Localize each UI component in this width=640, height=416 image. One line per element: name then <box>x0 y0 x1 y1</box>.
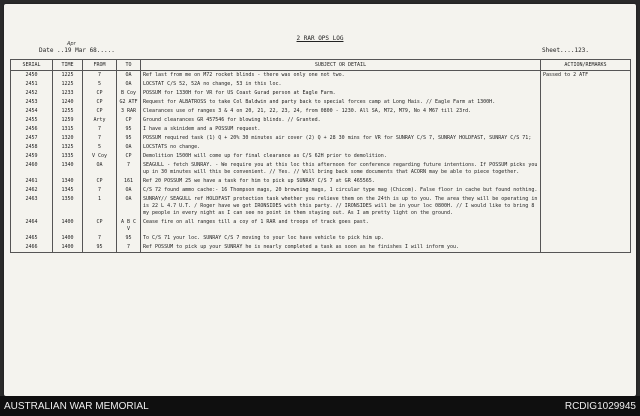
table-row <box>11 89 631 98</box>
log-cell-from: 7 <box>83 71 117 81</box>
log-cell-action <box>541 134 631 143</box>
log-cell-serial: 2462 <box>11 186 53 195</box>
log-cell-detail: LOCSTATS no change. <box>141 143 541 152</box>
table-row <box>11 218 631 234</box>
log-cell-time: 1345 <box>53 186 83 195</box>
log-cell-serial: 2465 <box>11 234 53 243</box>
log-cell-time: 1340 <box>53 177 83 186</box>
log-cell-action <box>541 195 631 218</box>
sheet-number: Sheet....123. <box>542 47 589 54</box>
table-row <box>11 243 631 253</box>
log-cell-action <box>541 107 631 116</box>
table-row <box>11 195 631 218</box>
log-cell-detail: Ref last from me on M72 rocket blinds - there was only one not two. <box>141 71 541 81</box>
log-cell-serial: 2457 <box>11 134 53 143</box>
log-cell-to: 95 <box>117 125 141 134</box>
log-cell-to: G2 ATF <box>117 98 141 107</box>
table-row <box>11 134 631 143</box>
log-cell-time: 1225 <box>53 71 83 81</box>
log-cell-action: Passed to 2 ATF <box>541 71 631 81</box>
log-cell-serial: 2463 <box>11 195 53 218</box>
log-cell-from: 7 <box>83 134 117 143</box>
log-cell-action <box>541 80 631 89</box>
table-row <box>11 125 631 134</box>
log-cell-from: CP <box>83 89 117 98</box>
log-cell-from: 5 <box>83 80 117 89</box>
column-header-time: TIME <box>53 60 83 71</box>
log-cell-detail: Clearances use of ranges 3 & 4 on 20, 21, 22, 23, 24, from 0800 - 1230. All SA, M72, M79, No 4 M67 till 23rd. <box>141 107 541 116</box>
log-cell-detail: Ref POSSUM to pick up your SUNRAY he is nearly completed a task as soon as he finishes I will inform you. <box>141 243 541 253</box>
table-row <box>11 80 631 89</box>
log-cell-action <box>541 143 631 152</box>
log-cell-from: 7 <box>83 186 117 195</box>
log-cell-time: 1400 <box>53 234 83 243</box>
log-sheet <box>4 4 636 396</box>
log-cell-time: 1240 <box>53 98 83 107</box>
log-cell-action <box>541 116 631 125</box>
log-cell-to: 95 <box>117 234 141 243</box>
log-cell-detail: SEAGULL - fetch SUNRAY. - We require you at this loc this afternoon for conference regarding future intentions. If POSSUM picks you up in 30 minutes will this be convenient. // Yes. // Will bring back some documents that ACORN may be able to piece together. <box>141 161 541 177</box>
log-cell-action <box>541 243 631 253</box>
table-header-row <box>11 60 631 71</box>
log-cell-serial: 2452 <box>11 89 53 98</box>
log-cell-from: CP <box>83 177 117 186</box>
date-label: Date ..19 Mar 68..... <box>39 47 115 54</box>
log-cell-from: 7 <box>83 125 117 134</box>
table-row <box>11 116 631 125</box>
log-cell-detail: SUNRAY// SEAGULL ref HOLDFAST protection task whether you relieve them on the 24th is up to you. The area they will be operating in is 22 L 4.7 U.T. / Roger have we got IRONSIDES with this party. // IRONSIDES will be in your loc 0800H. // I would like to bring 8 my people in every night as I can see no point in them staying out. As I am pretty light on the ground. <box>141 195 541 218</box>
log-cell-detail: I have a skinidem and a POSSUM request. <box>141 125 541 134</box>
log-cell-to: CP <box>117 116 141 125</box>
log-cell-to: OA <box>117 80 141 89</box>
log-cell-serial: 2450 <box>11 71 53 81</box>
log-cell-action <box>541 186 631 195</box>
log-cell-action <box>541 218 631 234</box>
log-cell-detail: LOCSTAT C/S 52, 52A no change, 53 in this loc. <box>141 80 541 89</box>
log-cell-detail: C/S 72 found ammo cache:- 16 Thompson mags, 20 browning mags, 1 circular type mag (Chicom). False floor in cache but found nothing. <box>141 186 541 195</box>
log-cell-to: A B C V <box>117 218 141 234</box>
log-cell-action <box>541 89 631 98</box>
log-cell-to: B Coy <box>117 89 141 98</box>
log-cell-action <box>541 125 631 134</box>
log-cell-from: 95 <box>83 243 117 253</box>
table-row <box>11 234 631 243</box>
log-cell-from: Arty <box>83 116 117 125</box>
log-cell-detail: To C/S 71 your loc. SUNRAY C/S 7 moving to your loc have vehicle to pick him up. <box>141 234 541 243</box>
log-cell-time: 1325 <box>53 143 83 152</box>
log-cell-serial: 2460 <box>11 161 53 177</box>
table-row <box>11 177 631 186</box>
log-cell-to: OA <box>117 143 141 152</box>
column-header-action: ACTION/REMARKS <box>541 60 631 71</box>
handwritten-month: Apr <box>67 41 76 47</box>
log-cell-serial: 2464 <box>11 218 53 234</box>
log-cell-time: 1225 <box>53 80 83 89</box>
log-cell-time: 1400 <box>53 218 83 234</box>
table-row <box>11 98 631 107</box>
log-cell-time: 1233 <box>53 89 83 98</box>
log-cell-to: 161 <box>117 177 141 186</box>
log-cell-time: 1335 <box>53 152 83 161</box>
log-cell-time: 1315 <box>53 125 83 134</box>
log-cell-to: OA <box>117 195 141 218</box>
log-cell-action <box>541 161 631 177</box>
log-cell-to: OA <box>117 71 141 81</box>
log-cell-action <box>541 152 631 161</box>
archive-footer <box>0 396 640 416</box>
log-cell-from: 1 <box>83 195 117 218</box>
log-cell-serial: 2455 <box>11 116 53 125</box>
log-title <box>4 35 636 42</box>
log-cell-detail: Demolition 1500H will come up for final clearance as C/S 62H prior to demolition. <box>141 152 541 161</box>
log-cell-detail: Request for ALBATROSS to take Col Baldwin and party back to special forces camp at Long Hais. // Eagle Farm at 1300H. <box>141 98 541 107</box>
log-cell-serial: 2451 <box>11 80 53 89</box>
log-cell-to: CP <box>117 152 141 161</box>
log-cell-to: OA <box>117 186 141 195</box>
log-cell-detail: POSSUM required task (1) Q + 20% 30 minutes air cover (2) Q + 28 30 mins for VR for SUNRAY C/S 7, SUNRAY HOLDFAST, SUNRAY C/S 71; <box>141 134 541 143</box>
log-cell-serial: 2453 <box>11 98 53 107</box>
column-header-serial: SERIAL <box>11 60 53 71</box>
log-cell-to: 3 RAR <box>117 107 141 116</box>
log-cell-action <box>541 98 631 107</box>
log-cell-to: 7 <box>117 161 141 177</box>
log-cell-time: 1255 <box>53 107 83 116</box>
log-cell-from: OA <box>83 161 117 177</box>
log-cell-from: V Coy <box>83 152 117 161</box>
log-cell-to: 95 <box>117 134 141 143</box>
table-row <box>11 161 631 177</box>
log-cell-action <box>541 177 631 186</box>
table-row <box>11 107 631 116</box>
log-cell-from: CP <box>83 107 117 116</box>
log-cell-time: 1259 <box>53 116 83 125</box>
log-cell-time: 1400 <box>53 243 83 253</box>
log-title-text: 2 RAR OPS LOG <box>296 35 344 42</box>
log-cell-detail: Ground clearances GR 457546 for blowing blinds. // Granted. <box>141 116 541 125</box>
log-cell-serial: 2458 <box>11 143 53 152</box>
ops-log-table <box>10 59 631 253</box>
column-header-from: FROM <box>83 60 117 71</box>
log-cell-time: 1320 <box>53 134 83 143</box>
log-cell-detail: Cease fire on all ranges till a coy of 1 RAR and troops of track goes past. <box>141 218 541 234</box>
log-cell-serial: 2459 <box>11 152 53 161</box>
log-cell-time: 1340 <box>53 161 83 177</box>
log-cell-to: 7 <box>117 243 141 253</box>
date-field <box>39 41 115 54</box>
log-cell-from: CP <box>83 218 117 234</box>
log-cell-action <box>541 234 631 243</box>
log-cell-serial: 2454 <box>11 107 53 116</box>
column-header-subject: SUBJECT OR DETAIL <box>141 60 541 71</box>
log-cell-serial: 2461 <box>11 177 53 186</box>
log-cell-from: 7 <box>83 234 117 243</box>
table-row <box>11 143 631 152</box>
log-cell-serial: 2466 <box>11 243 53 253</box>
table-row <box>11 152 631 161</box>
table-row <box>11 186 631 195</box>
log-cell-detail: POSSUM for 1330H for VR for US Coast Gurad person at Eagle Farm. <box>141 89 541 98</box>
log-cell-serial: 2456 <box>11 125 53 134</box>
log-cell-detail: Ref 20 POSSUM 25 we have a task for him to pick up SUNRAY C/S 7 at GR 465565. <box>141 177 541 186</box>
table-row <box>11 71 631 81</box>
log-cell-time: 1350 <box>53 195 83 218</box>
archive-name: AUSTRALIAN WAR MEMORIAL <box>4 401 149 412</box>
column-header-to: TO <box>117 60 141 71</box>
archive-reference: RCDIG1029945 <box>564 401 636 412</box>
log-cell-from: CP <box>83 98 117 107</box>
log-cell-from: 5 <box>83 143 117 152</box>
